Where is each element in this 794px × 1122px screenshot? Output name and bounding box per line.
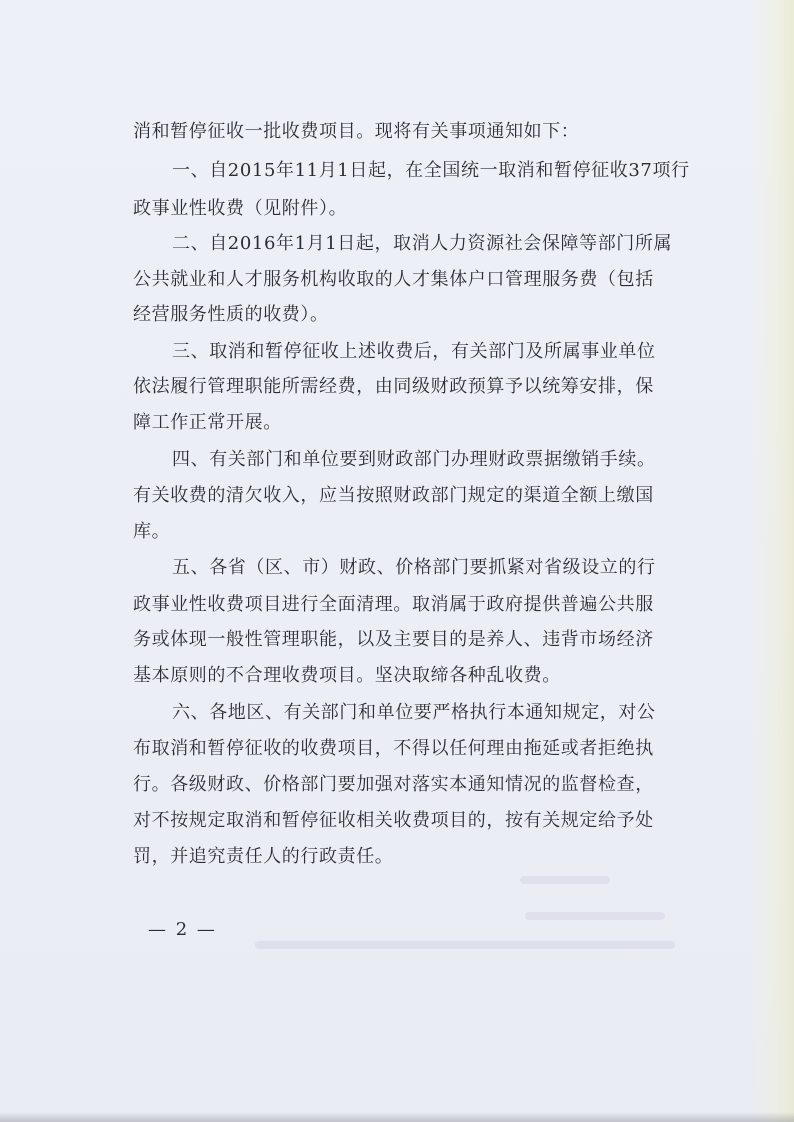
body-line: 二、自2016年1月1日起，取消人力资源社会保障等部门所属 [172, 233, 673, 254]
body-line: 政事业性收费（见附件）。 [133, 198, 348, 219]
body-line: 有关收费的清欠收入，应当按照财政部门规定的渠道全额上缴国 [133, 485, 654, 506]
page-number: — 2 — [148, 919, 217, 940]
body-line: 依法履行管理职能所需经费，由同级财政预算予以统筹安排，保 [133, 376, 654, 397]
body-line: 五、各省（区、市）财政、价格部门要抓紧对省级设立的行 [172, 557, 656, 578]
body-line: 布取消和暂停征收的收费项目，不得以任何理由拖延或者拒绝执 [133, 738, 654, 759]
body-line: 障工作正常开展。 [133, 412, 282, 433]
body-line: 公共就业和人才服务机构收取的人才集体户口管理服务费（包括 [133, 269, 654, 290]
body-line: 行。各级财政、价格部门要加强对落实本通知情况的监督检查， [133, 774, 654, 795]
body-line: 三、取消和暂停征收上述收费后，有关部门及所属事业单位 [172, 341, 656, 362]
body-line: 政事业性收费项目进行全面清理。取消属于政府提供普遍公共服 [133, 594, 654, 615]
body-line: 务或体现一般性管理职能，以及主要目的是养人、违背市场经济 [133, 629, 654, 650]
body-line: 经营服务性质的收费）。 [133, 304, 329, 325]
body-line: 四、有关部门和单位要到财政部门办理财政票据缴销手续。 [172, 449, 656, 470]
body-line: 消和暂停征收一批收费项目。现将有关事项通知如下： [133, 121, 580, 142]
body-line: 库。 [133, 521, 171, 542]
body-line: 对不按规定取消和暂停征收相关收费项目的，按有关规定给予处 [133, 810, 654, 831]
body-line: 一、自2015年11月1日起，在全国统一取消和暂停征收37项行 [172, 160, 690, 181]
body-line: 基本原则的不合理收费项目。坚决取缔各种乱收费。 [133, 665, 561, 686]
body-line: 六、各地区、有关部门和单位要严格执行本通知规定，对公 [172, 702, 656, 723]
body-line: 罚，并追究责任人的行政责任。 [133, 846, 394, 867]
